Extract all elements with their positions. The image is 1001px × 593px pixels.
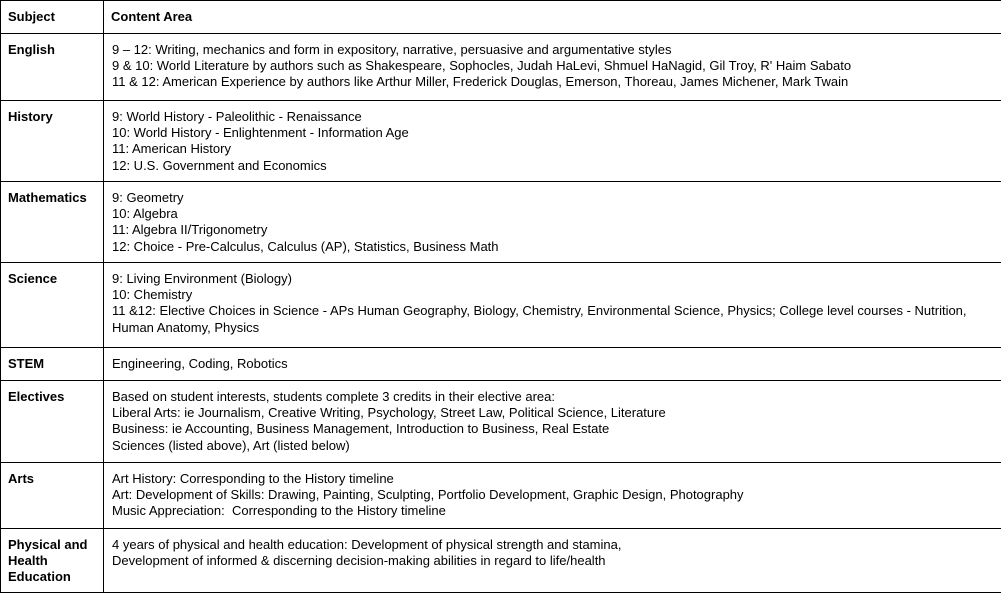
content-line: 11 &12: Elective Choices in Science - APs Human Geography, Biology, Chemistry, Environmental Science, Physics; College level courses - Nutrition, Human Anatomy, Physics — [112, 303, 994, 335]
subject-cell: Science — [1, 263, 104, 348]
content-cell — [104, 463, 1001, 529]
table-row-history — [1, 101, 1001, 182]
table-header — [1, 1, 1001, 34]
content-line: 9: Geometry — [112, 190, 994, 206]
content-line: 11: Algebra II/Trigonometry — [112, 222, 994, 238]
content-line: 9: Living Environment (Biology) — [112, 271, 994, 287]
content-line: Development of informed & discerning decision-making abilities in regard to life/health — [112, 553, 994, 569]
content-line: Art History: Corresponding to the History timeline — [112, 471, 994, 487]
content-line: 9 – 12: Writing, mechanics and form in expository, narrative, persuasive and argumentative styles — [112, 42, 994, 58]
subject-cell: STEM — [1, 348, 104, 381]
subject-column-header: Subject — [1, 1, 104, 34]
content-line: 10: World History - Enlightenment - Information Age — [112, 125, 994, 141]
subject-cell: Mathematics — [1, 182, 104, 263]
content-area-column-header: Content Area — [104, 1, 1001, 34]
content-cell — [104, 263, 1001, 348]
content-line: 11: American History — [112, 141, 994, 157]
content-line: Art: Development of Skills: Drawing, Painting, Sculpting, Portfolio Development, Graphic Design, Photography — [112, 487, 994, 503]
table-row-arts — [1, 463, 1001, 529]
content-cell — [104, 101, 1001, 182]
content-line: 10: Chemistry — [112, 287, 994, 303]
table-row-physical-health-education — [1, 529, 1001, 593]
content-line: Engineering, Coding, Robotics — [112, 356, 994, 372]
table-row-stem — [1, 348, 1001, 381]
content-cell — [104, 529, 1001, 593]
content-line: 4 years of physical and health education: Development of physical strength and stamina, — [112, 537, 994, 553]
header-row — [1, 1, 1001, 34]
content-line: Based on student interests, students complete 3 credits in their elective area: — [112, 389, 994, 405]
content-line: 12: U.S. Government and Economics — [112, 158, 994, 174]
subject-cell: History — [1, 101, 104, 182]
table-row-electives — [1, 381, 1001, 463]
table-row-mathematics — [1, 182, 1001, 263]
content-line: 10: Algebra — [112, 206, 994, 222]
table-body — [1, 34, 1001, 593]
subject-cell: Physical and Health Education — [1, 529, 104, 593]
content-cell — [104, 182, 1001, 263]
table-row-english — [1, 34, 1001, 101]
content-line: Business: ie Accounting, Business Management, Introduction to Business, Real Estate — [112, 421, 994, 437]
content-line: Liberal Arts: ie Journalism, Creative Writing, Psychology, Street Law, Political Science, Literature — [112, 405, 994, 421]
content-line: Sciences (listed above), Art (listed below) — [112, 438, 994, 454]
subject-cell: Arts — [1, 463, 104, 529]
subject-cell: English — [1, 34, 104, 101]
content-line: 9 & 10: World Literature by authors such as Shakespeare, Sophocles, Judah HaLevi, Shmuel HaNagid, Gil Troy, R' Haim Sabato — [112, 58, 994, 74]
content-cell — [104, 34, 1001, 101]
content-cell — [104, 381, 1001, 463]
content-cell — [104, 348, 1001, 381]
subject-cell: Electives — [1, 381, 104, 463]
content-line: Music Appreciation: Corresponding to the History timeline — [112, 503, 994, 519]
table-row-science — [1, 263, 1001, 348]
content-line: 11 & 12: American Experience by authors like Arthur Miller, Frederick Douglas, Emerson, Thoreau, James Michener, Mark Twain — [112, 74, 994, 90]
content-line: 12: Choice - Pre-Calculus, Calculus (AP), Statistics, Business Math — [112, 239, 994, 255]
content-line: 9: World History - Paleolithic - Renaissance — [112, 109, 994, 125]
